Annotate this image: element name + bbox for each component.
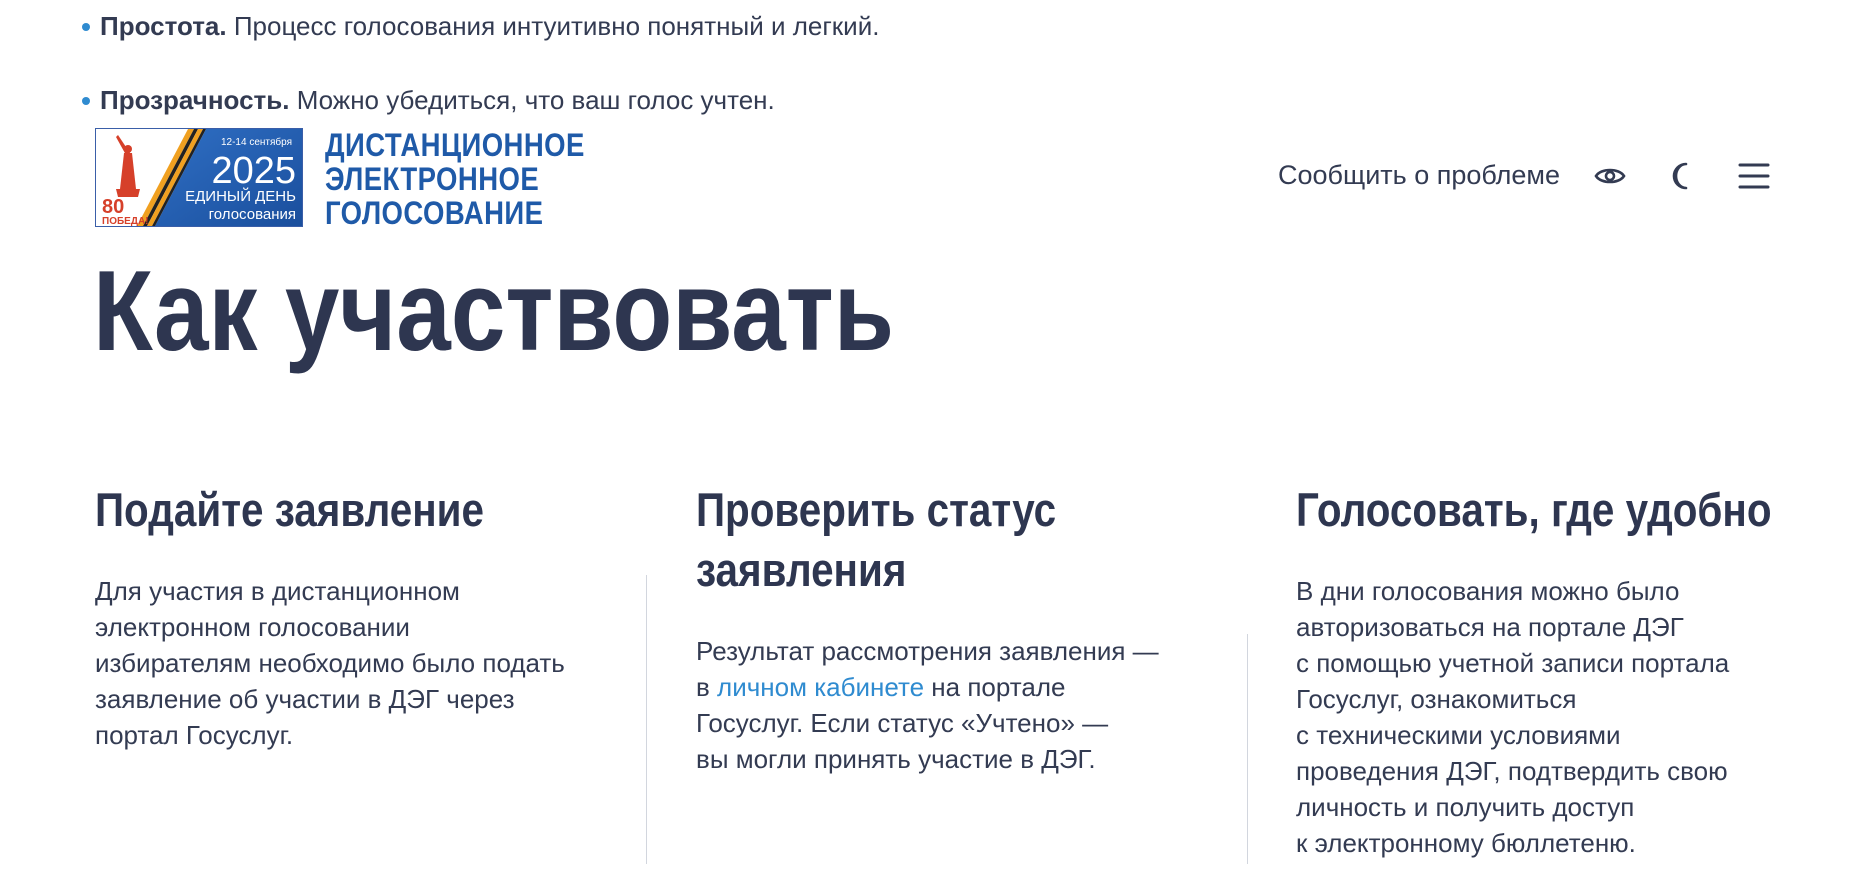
svg-text:12-14 сентября: 12-14 сентября <box>220 137 292 148</box>
text-line: с техническими условиями <box>1296 720 1621 750</box>
eye-icon[interactable] <box>1592 158 1628 194</box>
svg-text:ПОБЕДА!: ПОБЕДА! <box>102 216 149 227</box>
text-line <box>696 669 1236 705</box>
step-vote <box>1296 480 1816 858</box>
text-line: проведения ДЭГ, подтвердить свою <box>1296 756 1728 786</box>
menu-icon[interactable] <box>1736 158 1772 194</box>
step-text <box>1296 573 1836 861</box>
text-line: заявление об участии в ДЭГ через <box>95 684 515 714</box>
site-header <box>95 127 1775 231</box>
site-logo-title[interactable] <box>325 128 585 230</box>
text-line: Результат рассмотрения заявления — <box>696 636 1159 666</box>
text-line: к электронному бюллетеню. <box>1296 828 1636 858</box>
text-line: Для участия в дистанционном <box>95 576 460 606</box>
benefit-item-simplicity <box>100 10 879 42</box>
text-line: с помощью учетной записи портала <box>1296 648 1730 678</box>
text-line: Госуслуг, ознакомиться <box>1296 684 1577 714</box>
logo-badge[interactable] <box>95 128 303 227</box>
report-problem-link[interactable]: Сообщить о проблеме <box>1278 160 1560 190</box>
benefit-item-transparency <box>100 84 775 116</box>
text-line: Госуслуг. Если статус «Учтено» — <box>696 708 1109 738</box>
step-apply <box>95 480 615 750</box>
text-line: вы могли принять участие в ДЭГ. <box>696 744 1096 774</box>
page-title: Как участвовать <box>93 248 895 375</box>
personal-account-link[interactable]: личном кабинете <box>717 672 925 702</box>
title-line: заявления <box>696 543 907 596</box>
text-line: портал Госуслуг. <box>95 720 294 750</box>
logo-title-line: ЭЛЕКТРОННОЕ <box>325 161 540 197</box>
step-text <box>95 573 635 753</box>
step-text <box>696 633 1236 777</box>
step-title: Голосовать, где удобно <box>1296 483 1772 536</box>
svg-text:80: 80 <box>102 196 125 218</box>
column-divider <box>1247 634 1248 864</box>
text-line: личность и получить доступ <box>1296 792 1635 822</box>
text-line: В дни голосования можно было <box>1296 576 1680 606</box>
moon-icon[interactable] <box>1664 158 1700 194</box>
logo-title-line: ГОЛОСОВАНИЕ <box>325 195 544 231</box>
step-title: Подайте заявление <box>95 483 485 536</box>
text-line: избирателям необходимо было подать <box>95 648 565 678</box>
benefit-text: Процесс голосования интуитивно понятный и легкий. <box>226 11 880 41</box>
svg-text:2025: 2025 <box>211 150 296 192</box>
text-fragment: в <box>696 672 718 702</box>
title-line: Проверить статус <box>696 483 1057 536</box>
column-divider <box>646 575 647 864</box>
text-line: электронном голосовании <box>95 612 410 642</box>
election-emblem <box>96 129 303 227</box>
step-check-status <box>696 480 1216 774</box>
benefit-text: Можно убедиться, что ваш голос учтен. <box>289 85 775 115</box>
step-title <box>696 480 1143 600</box>
logo-title-line: ДИСТАНЦИОННОЕ <box>325 127 585 163</box>
text-fragment: на портале <box>924 672 1066 702</box>
svg-text:голосования: голосования <box>208 206 296 223</box>
svg-text:ЕДИНЫЙ ДЕНЬ: ЕДИНЫЙ ДЕНЬ <box>185 188 296 205</box>
text-line: авторизоваться на портале ДЭГ <box>1296 612 1684 642</box>
benefit-title: Прозрачность. <box>100 85 290 115</box>
benefit-title: Простота. <box>100 11 227 41</box>
